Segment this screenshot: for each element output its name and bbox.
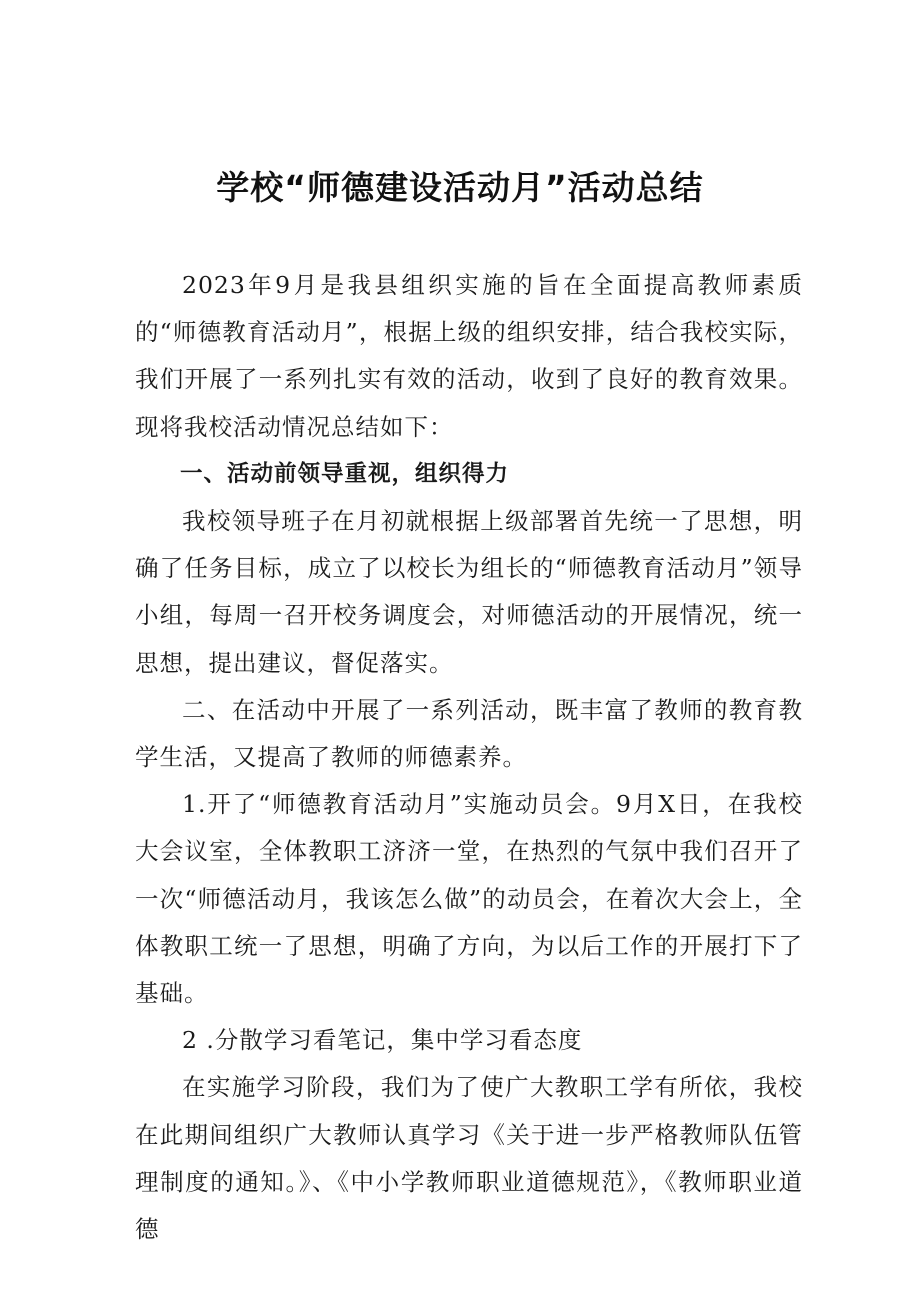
body-paragraph: 我校领导班子在月初就根据上级部署首先统一了思想，明确了任务目标，成立了以校长为组长的“师德教育活动月”领导小组，每周一召开校务调度会，对师德活动的开展情况，统一思想，提出建议，督促落实。 [135,507,803,677]
document-title: 学校“师德建设活动月”活动总结 [216,168,704,207]
subsection-heading-2: 2 .分散学习看笔记，集中学习看态度 [182,1026,583,1055]
section-heading-1: 一、活动前领导重视，组织得力 [180,460,510,487]
body-paragraph: 1.开了“师德教育活动月”实施动员会。9月X日，在我校大会议室，全体教职工济济一堂，在热烈的气氛中我们召开了一次“师德活动月，我该怎么做”的动员会，在着次大会上，全体教职工统一了思想，明确了方向，为以后工作的开展打下了基础。 [135,790,803,1008]
body-paragraph: 在实施学习阶段，我们为了使广大教职工学有所依，我校在此期间组织广大教师认真学习《关于进一步严格教师队伍管理制度的通知。》、《中小学教师职业道德规范》，《教师职业道德 [135,1073,803,1244]
intro-paragraph: 2023年9月是我县组织实施的旨在全面提高教师素质的“师德教育活动月”，根据上级的组织安排，结合我校实际，我们开展了一系列扎实有效的活动，收到了良好的教育效果。现将我校活动情况总结如下： [135,271,803,441]
section-heading-2: 二、在活动中开展了一系列活动，既丰富了教师的教育教学生活，又提高了教师的师德素养。 [135,695,803,772]
document-body [135,262,803,1253]
